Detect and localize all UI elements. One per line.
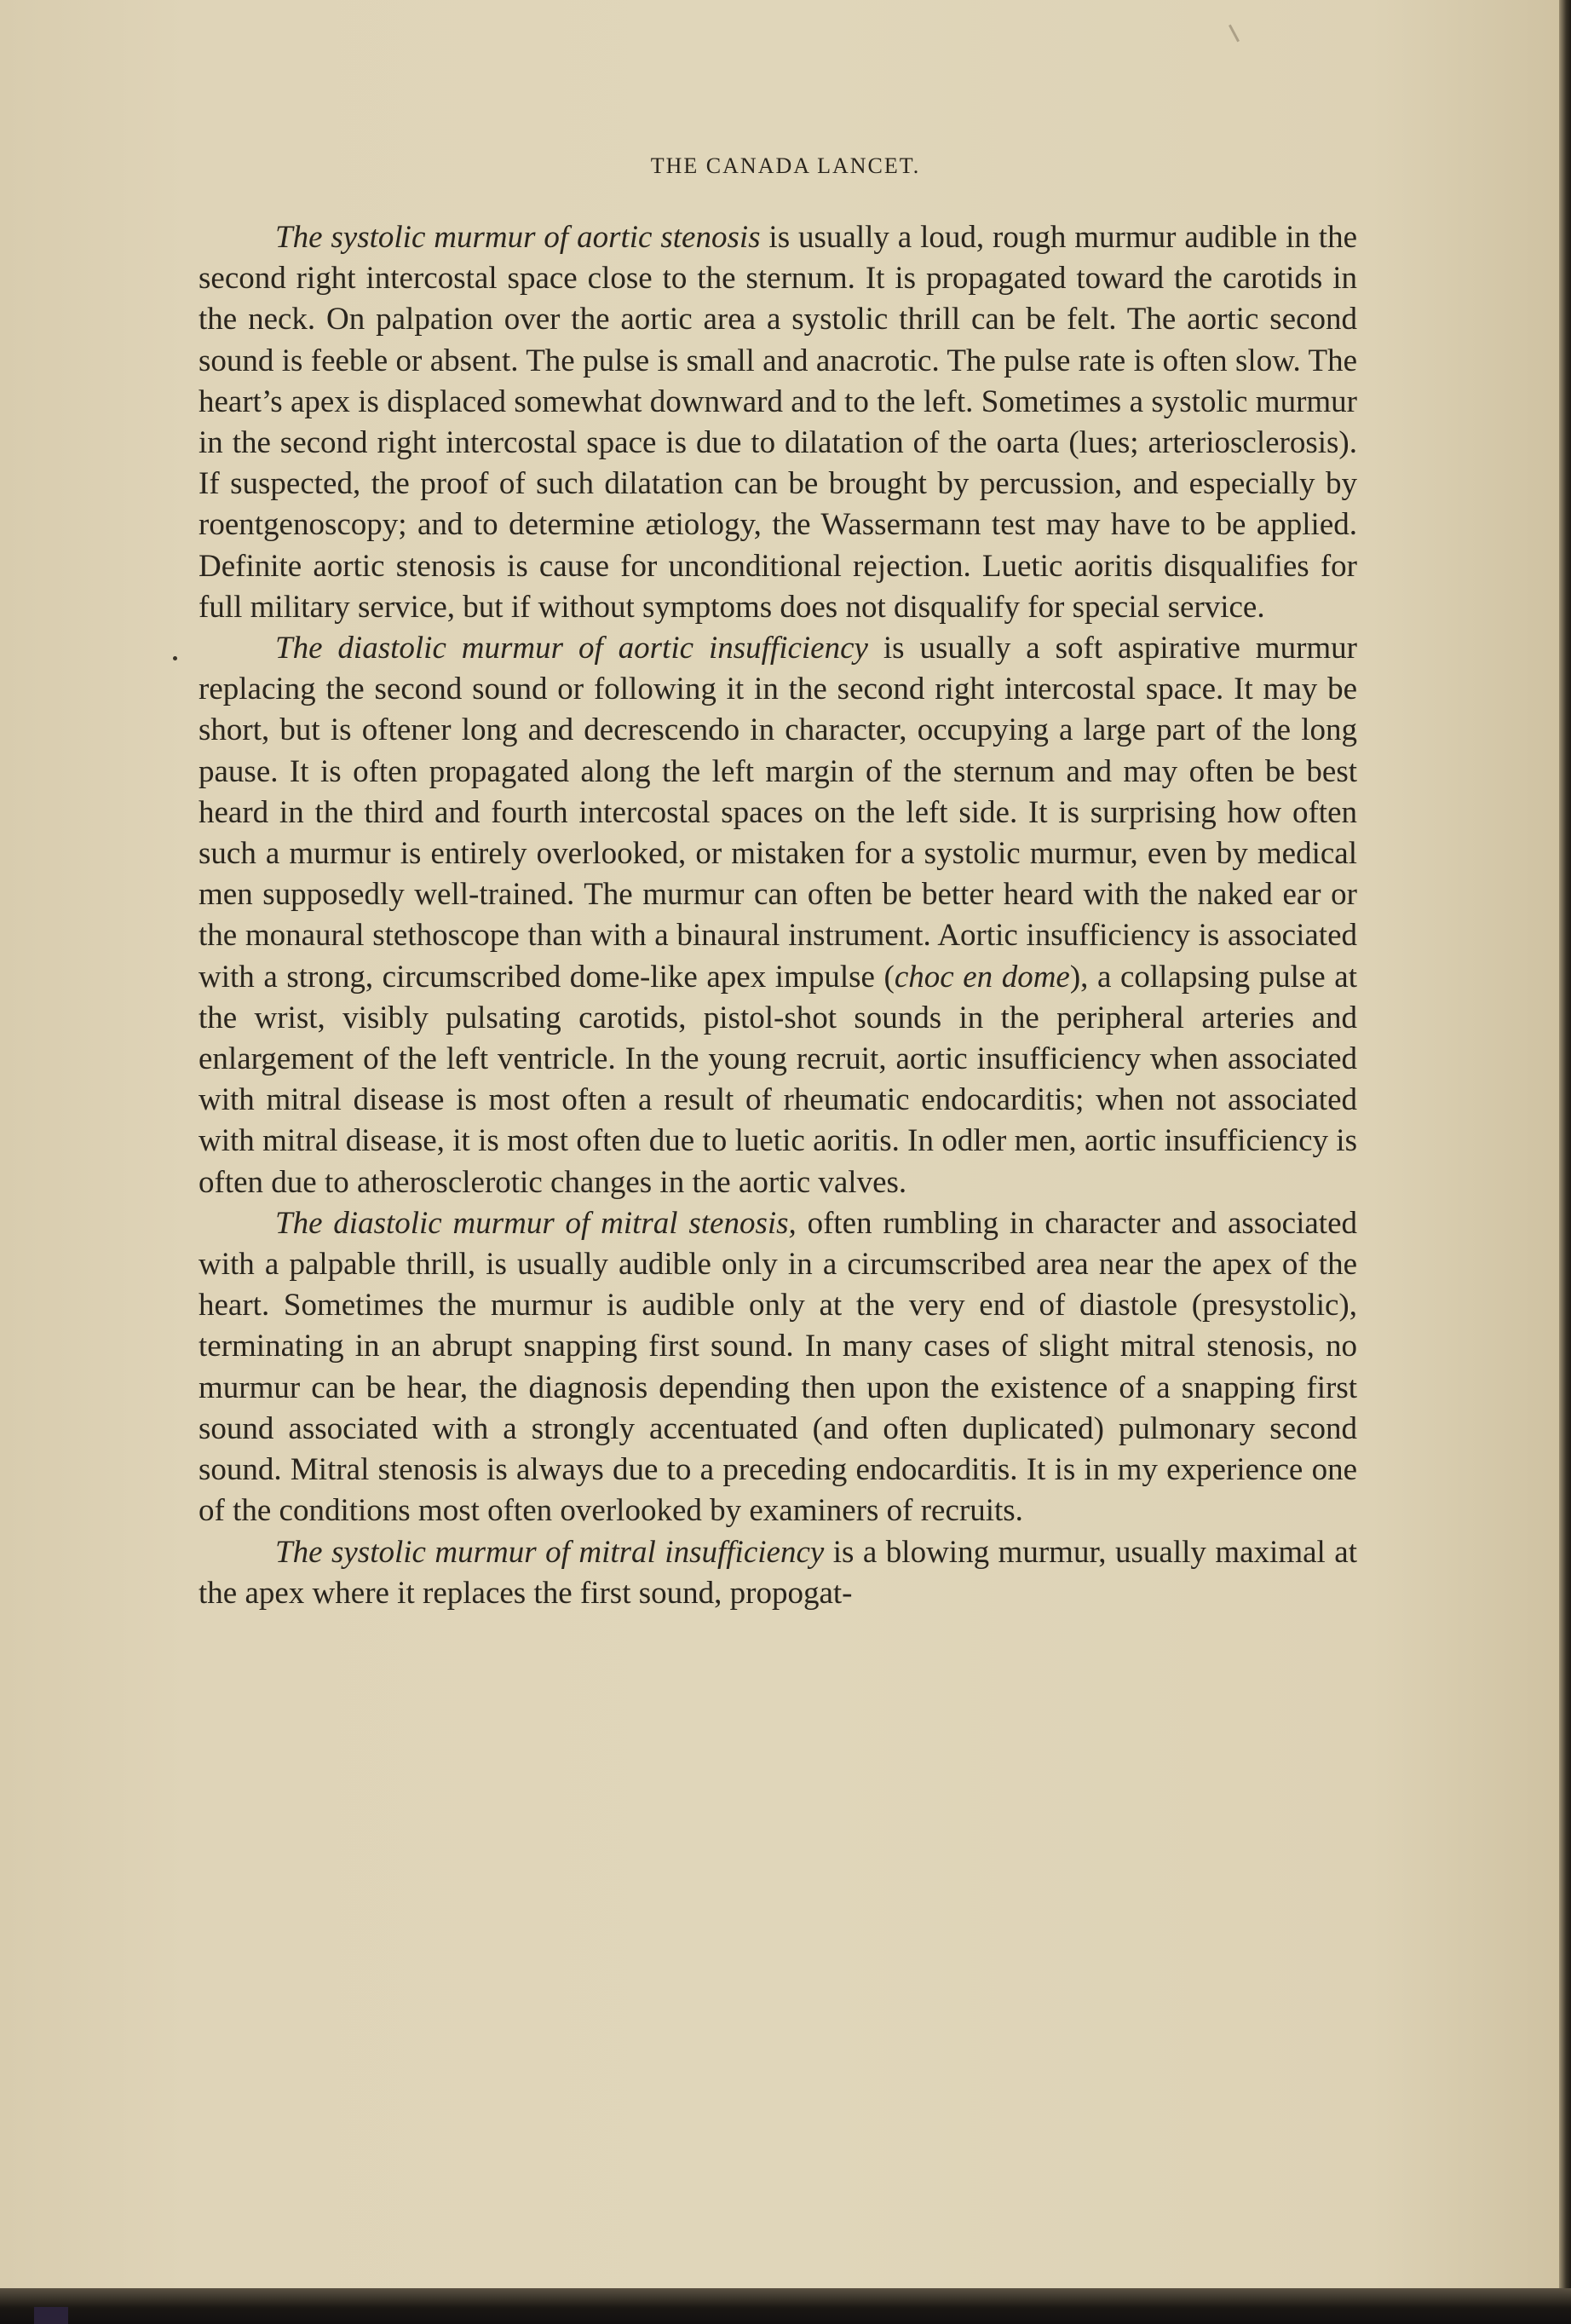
paragraph-mitral-insufficiency (199, 1532, 1357, 1614)
paragraph-lead: The diastolic murmur of mitral stenosis, (275, 1205, 797, 1241)
paragraph-text: often rumbling in character and associated with a palpable thrill, is usually audible only in a circumscribed area near the apex of the heart. Sometimes the murmur is audible only at the very end of diastole (presystolic), terminating in an abrupt snapping first sound. In many cases of slight mitral stenosis, no murmur can be hear, the diagnosis depending then upon the existence of a snapping first sound associated with a strongly accentuated (and often duplicated) pulmonary second sound. Mitral stenosis is always due to a preceding endocarditis. It is in my experience one of the conditions most often overlooked by examiners of recruits. (199, 1205, 1357, 1529)
scan-tab (34, 2307, 68, 2324)
paragraph-aortic-stenosis (199, 217, 1357, 628)
paragraph-italic-term: choc en dome (894, 959, 1070, 995)
paragraph-text: is a blowing murmur, usually maximal at the apex where it replaces the first sound, propogat- (199, 1534, 1357, 1611)
margin-mark (173, 656, 177, 660)
page-edge-right (1559, 0, 1571, 2324)
paragraph-mitral-stenosis (199, 1203, 1357, 1532)
paragraph-text-continued: ), a collapsing pulse at the wrist, visibly pulsating carotids, pistol-shot sounds in the peripheral arteries and enlargement of the left ventricle. In the young recruit, aortic insufficiency when associated with mitral disease is most often a result of rheumatic endocarditis; when not associated with mitral disease, it is most often due to luetic aoritis. In odler men, aortic insufficiency is often due to atherosclerotic changes in the aortic valves. (199, 959, 1357, 1200)
paragraph-lead: The diastolic murmur of aortic insufficiency (275, 631, 868, 666)
page-mark (1229, 25, 1240, 43)
paragraph-text: is usually a loud, rough murmur audible in the second right intercostal space close to the sternum. It is propagated toward the carotids in the neck. On palpation over the aortic area a systolic thrill can be felt. The aortic second sound is feeble or absent. The pulse is small and anacrotic. The pulse rate is often slow. The heart’s apex is displaced somewhat downward and to the left. Sometimes a systolic murmur in the second right intercostal space is due to dilatation of the oarta (lues; arteriosclerosis). If suspected, the proof of such dilatation can be brought by percussion, and especially by roentgenoscopy; and to determine ætiology, the Wassermann test may have to be applied. Definite aortic stenosis is cause for unconditional rejection. Luetic aoritis disqualifies for full military service, but if without symptoms does not disqualify for special service. (199, 220, 1357, 625)
page-edge-bottom (0, 2288, 1571, 2324)
paragraph-lead: The systolic murmur of mitral insufficiency (275, 1534, 825, 1570)
paragraph-lead: The systolic murmur of aortic stenosis (275, 220, 761, 255)
article-body (199, 217, 1357, 1614)
paragraph-text: is usually a soft aspirative murmur replacing the second sound or following it in the second right intercostal space. It may be short, but is oftener long and decrescendo in character, occupying a large part of the long pause. It is often propagated along the left margin of the sternum and may often be best heard in the third and fourth intercostal spaces on the left side. It is surprising how often such a murmur is entirely overlooked, or mistaken for a systolic murmur, even by medical men supposedly well-trained. The murmur can often be better heard with the naked ear or the monaural stethoscope than with a binaural instrument. Aortic insufficiency is associated with a strong, circumscribed dome-like apex impulse ( (199, 631, 1358, 995)
paragraph-aortic-insufficiency (199, 628, 1357, 1203)
running-header: THE CANADA LANCET. (650, 153, 921, 178)
